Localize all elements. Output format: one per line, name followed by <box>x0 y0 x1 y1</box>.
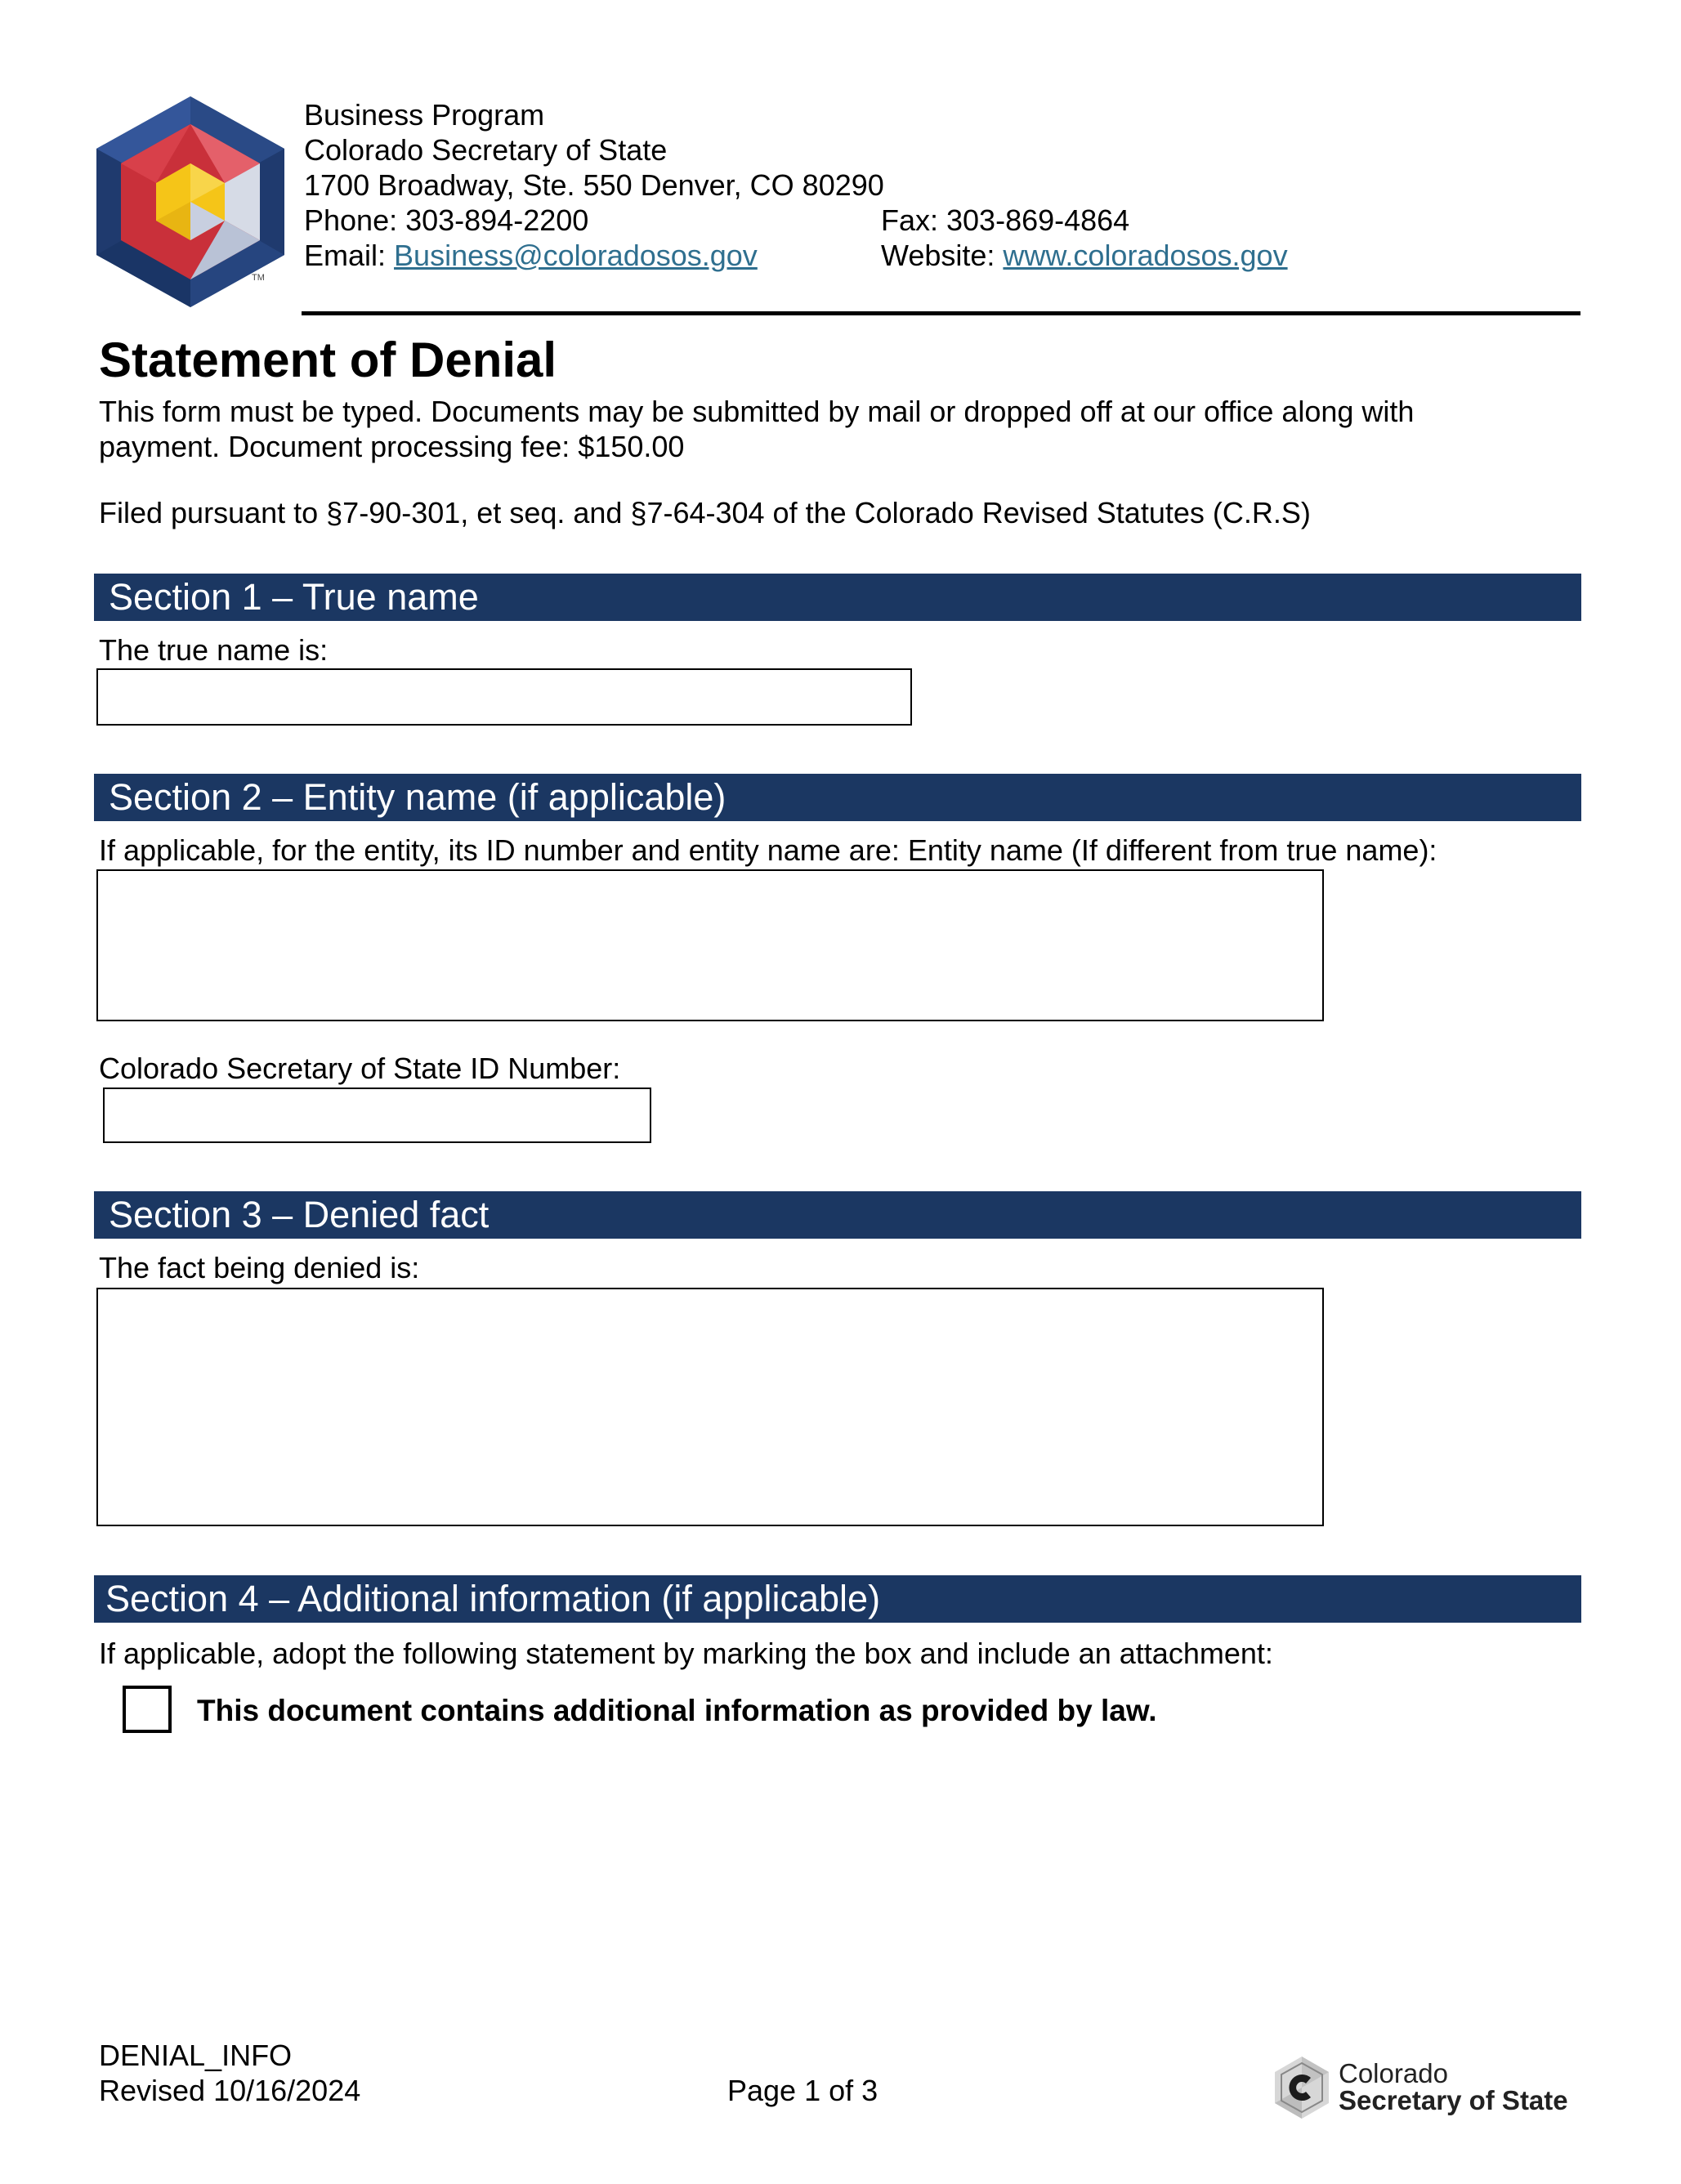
website-label: Website: <box>881 239 1004 272</box>
header-program: Business Program <box>304 98 545 132</box>
form-title: Statement of Denial <box>99 333 557 387</box>
footer-sos-name-1: Colorado <box>1339 2058 1448 2088</box>
section-2-header: Section 2 – Entity name (if applicable) <box>94 774 1581 821</box>
section-4-header: Section 4 – Additional information (if applicable) <box>94 1575 1581 1623</box>
additional-info-instruction: If applicable, adopt the following statement by marking the box and include an attachment: <box>99 1637 1273 1670</box>
section-3-header: Section 3 – Denied fact <box>94 1191 1581 1239</box>
denied-fact-label: The fact being denied is: <box>99 1251 420 1284</box>
email-link[interactable]: Business@coloradosos.gov <box>394 239 758 272</box>
denied-fact-input[interactable] <box>96 1288 1324 1526</box>
header-phone: Phone: 303-894-2200 <box>304 203 589 237</box>
true-name-input[interactable] <box>96 668 912 726</box>
sos-id-label: Colorado Secretary of State ID Number: <box>99 1052 621 1085</box>
header-website-line <box>881 239 1288 273</box>
footer-sos-name-2: Secretary of State <box>1339 2085 1568 2115</box>
footer-form-code: DENIAL_INFO <box>99 2039 293 2072</box>
header-divider <box>302 311 1580 315</box>
header-email-line <box>304 239 758 273</box>
header-fax: Fax: 303-869-4864 <box>881 203 1130 237</box>
additional-info-checkbox[interactable] <box>123 1686 172 1733</box>
website-link[interactable]: www.coloradosos.gov <box>1003 239 1288 272</box>
logo-trademark: TM <box>252 273 265 283</box>
footer-revised: Revised 10/16/2024 <box>99 2074 361 2107</box>
true-name-label: The true name is: <box>99 633 329 667</box>
sos-id-input[interactable] <box>103 1088 651 1143</box>
header-address: 1700 Broadway, Ste. 550 Denver, CO 80290 <box>304 168 884 202</box>
entity-name-label: If applicable, for the entity, its ID number and entity name are: Entity name (If different from true name): <box>99 833 1437 867</box>
email-label: Email: <box>304 239 395 272</box>
header-office: Colorado Secretary of State <box>304 133 668 167</box>
form-statute: Filed pursuant to §7-90-301, et seq. and §7-64-304 of the Colorado Revised Statutes (C.R.S) <box>99 496 1311 529</box>
footer-page-number: Page 1 of 3 <box>727 2074 879 2107</box>
footer-sos-logo-icon <box>1273 2055 1330 2120</box>
entity-name-input[interactable] <box>96 869 1324 1021</box>
additional-info-statement: This document contains additional information as provided by law. <box>197 1694 1157 1727</box>
section-1-header: Section 1 – True name <box>94 574 1581 621</box>
form-intro: This form must be typed. Documents may be submitted by mail or dropped off at our office along with payment. Document processing fee: $150.00 <box>99 395 1415 463</box>
